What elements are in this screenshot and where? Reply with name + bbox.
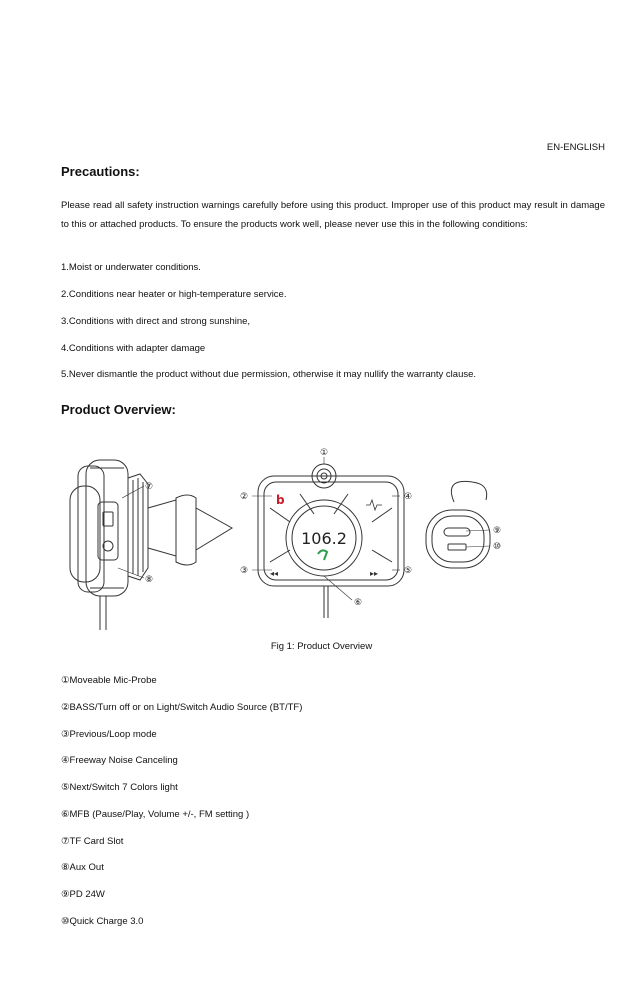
legend-item-7: ⑦TF Card Slot — [61, 836, 124, 847]
legend-item-9: ⑨PD 24W — [61, 889, 105, 900]
product-overview-figure — [0, 438, 643, 634]
precaution-item-3: 3.Conditions with direct and strong sunshine, — [61, 316, 251, 327]
precaution-item-2: 2.Conditions near heater or high-temperature service. — [61, 289, 287, 300]
product-overview-title: Product Overview: — [61, 402, 176, 417]
callout-3: ③ — [239, 566, 249, 576]
frequency-display: 106.2 — [301, 529, 347, 548]
port-view-illustration — [426, 481, 490, 568]
legend-item-5: ⑤Next/Switch 7 Colors light — [61, 782, 178, 793]
previous-icon: ◂◂ — [270, 569, 279, 578]
callout-5: ⑤ — [403, 566, 413, 576]
legend-item-1: ①Moveable Mic-Probe — [61, 675, 157, 686]
mfb-phone-icon — [318, 550, 327, 560]
precautions-title: Precautions: — [61, 164, 140, 179]
callout-1: ① — [319, 448, 329, 458]
legend-item-4: ④Freeway Noise Canceling — [61, 755, 178, 766]
callout-4: ④ — [403, 492, 413, 502]
callout-10: ⑩ — [492, 542, 502, 552]
next-icon: ▸▸ — [370, 569, 379, 578]
legend-item-3: ③Previous/Loop mode — [61, 729, 157, 740]
language-label: EN-ENGLISH — [546, 142, 605, 153]
precaution-item-1: 1.Moist or underwater conditions. — [61, 262, 201, 273]
precaution-item-4: 4.Conditions with adapter damage — [61, 343, 206, 354]
legend-item-2: ②BASS/Turn off or on Light/Switch Audio Source (BT/TF) — [61, 702, 303, 713]
bass-button-icon: b — [276, 493, 285, 507]
callout-9: ⑨ — [492, 526, 502, 536]
callout-6: ⑥ — [353, 598, 363, 608]
callout-7: ⑦ — [144, 482, 154, 492]
precaution-item-5: 5.Never dismantle the product without due permission, otherwise it may nullify the warranty clause. — [61, 369, 477, 380]
legend-item-10: ⑩Quick Charge 3.0 — [61, 916, 144, 927]
callout-8: ⑧ — [144, 575, 154, 585]
legend-item-8: ⑧Aux Out — [61, 862, 104, 873]
callout-2: ② — [239, 492, 249, 502]
legend-item-6: ⑥MFB (Pause/Play, Volume +/-, FM setting ) — [61, 809, 250, 820]
precautions-intro: Please read all safety instruction warnings carefully before using this product. Improper use of this product may result in damage to this or attached products. To ensure the products work well, please never use this in the following conditions: — [61, 200, 605, 230]
figure-caption: Fig 1: Product Overview — [270, 641, 373, 652]
